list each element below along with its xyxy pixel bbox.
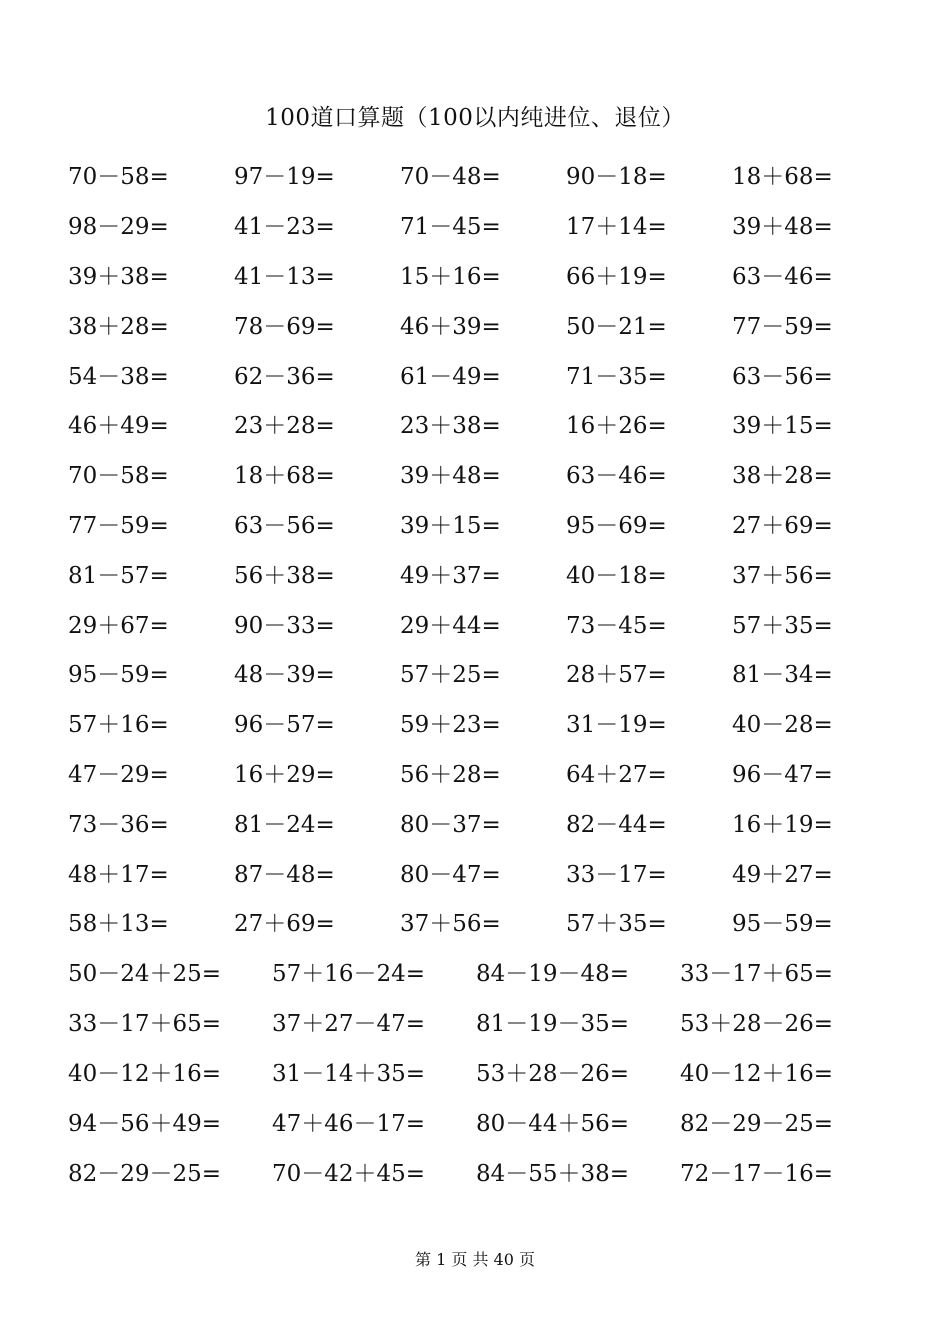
problem-item: 57＋35= — [732, 612, 833, 639]
problem-item: 50－24＋25= — [68, 961, 222, 988]
problem-item: 78－69= — [234, 313, 335, 340]
problem-item: 66＋19= — [566, 263, 667, 290]
problem-item: 40－12＋16= — [68, 1060, 222, 1087]
problem-item: 33－17＋65= — [680, 961, 834, 988]
problem-item: 71－35= — [566, 363, 667, 390]
problem-row — [68, 1047, 888, 1097]
problem-row — [68, 200, 888, 250]
problem-item: 59＋23= — [400, 712, 501, 739]
problem-item: 82－44= — [566, 811, 667, 838]
problem-item: 23＋28= — [234, 413, 335, 440]
page-title: 100道口算题（100以内纯进位、退位） — [265, 105, 685, 131]
problem-item: 57＋16－24= — [272, 961, 426, 988]
problem-row — [68, 897, 888, 947]
problem-item: 63－46= — [732, 263, 833, 290]
problem-item: 96－57= — [234, 712, 335, 739]
problem-row — [68, 997, 888, 1047]
problem-item: 81－57= — [68, 562, 169, 589]
problem-item: 31－19= — [566, 712, 667, 739]
problem-item: 37＋56= — [732, 562, 833, 589]
problem-item: 18＋68= — [234, 463, 335, 490]
problem-item: 39＋15= — [732, 413, 833, 440]
problem-item: 62－36= — [234, 363, 335, 390]
problem-item: 98－29= — [68, 214, 169, 241]
problem-item: 81－24= — [234, 811, 335, 838]
problem-item: 27＋69= — [234, 911, 335, 938]
problem-item: 90－33= — [234, 612, 335, 639]
problem-item: 77－59= — [732, 313, 833, 340]
problem-row — [68, 1146, 888, 1196]
problem-item: 31－14＋35= — [272, 1060, 426, 1087]
problem-item: 53＋28－26= — [680, 1011, 834, 1038]
problem-item: 87－48= — [234, 861, 335, 888]
problem-row — [68, 947, 888, 997]
problem-item: 41－23= — [234, 214, 335, 241]
problem-item: 39＋38= — [68, 263, 169, 290]
problem-item: 39＋15= — [400, 512, 501, 539]
problem-item: 40－18= — [566, 562, 667, 589]
problem-item: 50－21= — [566, 313, 667, 340]
problem-item: 39＋48= — [732, 214, 833, 241]
problem-item: 82－29－25= — [680, 1110, 834, 1137]
problem-item: 94－56＋49= — [68, 1110, 222, 1137]
problem-item: 37＋27－47= — [272, 1011, 426, 1038]
problem-item: 16＋19= — [732, 811, 833, 838]
problem-item: 64＋27= — [566, 761, 667, 788]
problem-item: 90－18= — [566, 164, 667, 191]
problem-item: 38＋28= — [68, 313, 169, 340]
problem-item: 63－56= — [732, 363, 833, 390]
problem-item: 97－19= — [234, 164, 335, 191]
problem-item: 33－17= — [566, 861, 667, 888]
problem-item: 84－19－48= — [476, 961, 630, 988]
problem-item: 40－28= — [732, 712, 833, 739]
problem-item: 47＋46－17= — [272, 1110, 426, 1137]
problem-item: 58＋13= — [68, 911, 169, 938]
problem-item: 61－49= — [400, 363, 501, 390]
problem-item: 48＋17= — [68, 861, 169, 888]
problem-item: 46＋39= — [400, 313, 501, 340]
problem-item: 56＋28= — [400, 761, 501, 788]
problem-item: 38＋28= — [732, 463, 833, 490]
problem-item: 70－58= — [68, 164, 169, 191]
problem-item: 40－12＋16= — [680, 1060, 834, 1087]
problem-item: 80－44＋56= — [476, 1110, 630, 1137]
problem-row — [68, 548, 888, 598]
problem-row — [68, 499, 888, 549]
problem-item: 23＋38= — [400, 413, 501, 440]
problem-item: 46＋49= — [68, 413, 169, 440]
problem-item: 57＋25= — [400, 662, 501, 689]
problem-item: 77－59= — [68, 512, 169, 539]
problem-row — [68, 299, 888, 349]
problem-item: 47－29= — [68, 761, 169, 788]
problem-row — [68, 349, 888, 399]
problem-item: 96－47= — [732, 761, 833, 788]
problem-item: 56＋38= — [234, 562, 335, 589]
page-footer: 第 1 页 共 40 页 — [415, 1250, 535, 1269]
problem-row — [68, 748, 888, 798]
problem-item: 82－29－25= — [68, 1160, 222, 1187]
problem-item: 84－55＋38= — [476, 1160, 630, 1187]
problem-item: 70－48= — [400, 164, 501, 191]
problem-item: 81－34= — [732, 662, 833, 689]
problem-item: 27＋69= — [732, 512, 833, 539]
problem-item: 57＋16= — [68, 712, 169, 739]
problem-item: 71－45= — [400, 214, 501, 241]
problem-row — [68, 797, 888, 847]
problem-item: 29＋44= — [400, 612, 501, 639]
problem-item: 95－59= — [732, 911, 833, 938]
problem-item: 81－19－35= — [476, 1011, 630, 1038]
problem-item: 48－39= — [234, 662, 335, 689]
problem-item: 80－37= — [400, 811, 501, 838]
problem-row — [68, 698, 888, 748]
problem-item: 95－69= — [566, 512, 667, 539]
problem-item: 63－46= — [566, 463, 667, 490]
problem-item: 70－58= — [68, 463, 169, 490]
problem-row — [68, 150, 888, 200]
problem-item: 17＋14= — [566, 214, 667, 241]
problem-row — [68, 1096, 888, 1146]
problem-item: 70－42＋45= — [272, 1160, 426, 1187]
problem-item: 54－38= — [68, 363, 169, 390]
problem-item: 16＋29= — [234, 761, 335, 788]
problem-item: 29＋67= — [68, 612, 169, 639]
problem-row — [68, 250, 888, 300]
problem-row — [68, 399, 888, 449]
problem-item: 39＋48= — [400, 463, 501, 490]
problem-item: 15＋16= — [400, 263, 501, 290]
problem-item: 53＋28－26= — [476, 1060, 630, 1087]
problem-row — [68, 648, 888, 698]
three-term-problem-grid — [68, 947, 888, 1196]
two-term-problem-grid — [68, 150, 888, 947]
problem-item: 33－17＋65= — [68, 1011, 222, 1038]
problem-item: 37＋56= — [400, 911, 501, 938]
problem-item: 41－13= — [234, 263, 335, 290]
problem-item: 73－45= — [566, 612, 667, 639]
problem-item: 18＋68= — [732, 164, 833, 191]
problem-item: 49＋27= — [732, 861, 833, 888]
problem-item: 95－59= — [68, 662, 169, 689]
problem-row — [68, 847, 888, 897]
problem-item: 80－47= — [400, 861, 501, 888]
problem-item: 63－56= — [234, 512, 335, 539]
problem-item: 73－36= — [68, 811, 169, 838]
problem-item: 57＋35= — [566, 911, 667, 938]
problem-item: 72－17－16= — [680, 1160, 834, 1187]
problem-item: 28＋57= — [566, 662, 667, 689]
problem-row — [68, 449, 888, 499]
problem-row — [68, 598, 888, 648]
problem-item: 49＋37= — [400, 562, 501, 589]
problem-item: 16＋26= — [566, 413, 667, 440]
